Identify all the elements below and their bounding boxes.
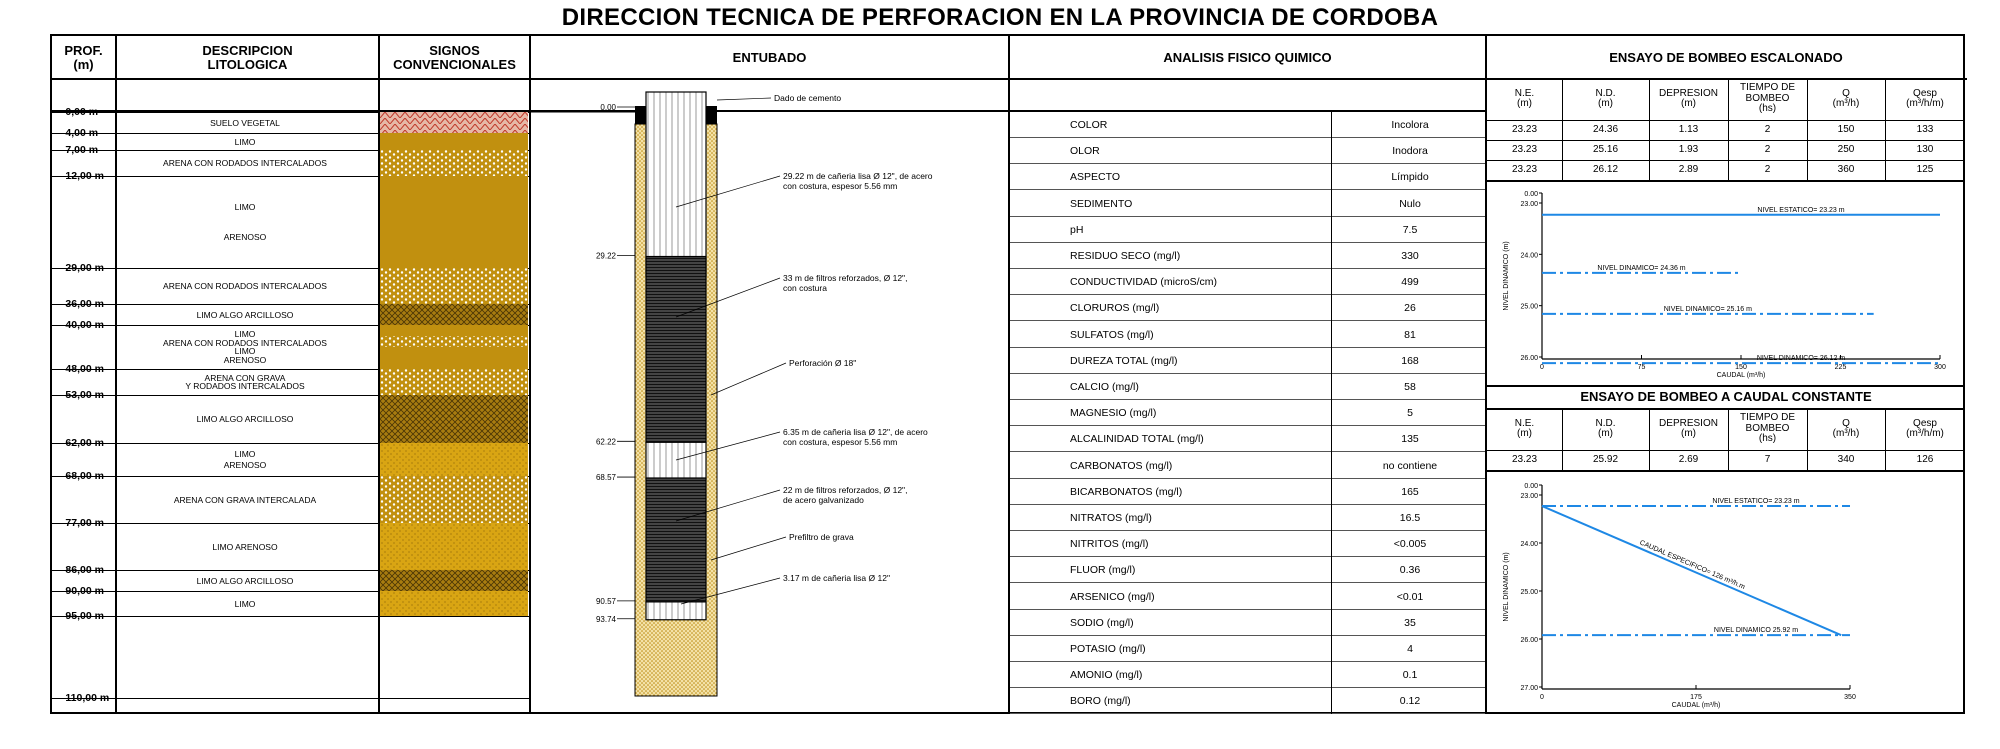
analysis-value: Inodora: [1392, 145, 1428, 158]
lithology-symbol: [380, 476, 528, 523]
pump-cell: 2: [1764, 123, 1771, 135]
lithology-symbol: [380, 570, 528, 591]
depth-label: — 48,00 m: [52, 363, 104, 375]
y-tick-label: 27.00: [1520, 685, 1538, 692]
lithology-symbol: [380, 150, 528, 176]
lithology-fill: [380, 358, 528, 369]
depth-label: — 12,00 m: [52, 170, 104, 182]
depth-label: — 29,00 m: [52, 262, 104, 274]
casing-diagram: [531, 80, 1008, 714]
lithology-description: LIMO: [234, 598, 256, 609]
y-tick-label: 23.00: [1520, 493, 1538, 500]
pump-col-header-name: N.D.: [1595, 417, 1616, 429]
pump-col-header-name: Q: [1842, 87, 1850, 99]
depth-label: — 7,00 m: [52, 144, 99, 156]
pump-cell: 2.89: [1678, 163, 1699, 175]
pump-col-header-unit: (m³/h/m): [1906, 98, 1944, 109]
pump-col-header-unit: (m): [1516, 98, 1532, 109]
pump-col-header-text: [1659, 419, 1718, 440]
lithology-description: ARENA CON GRAVA: [204, 372, 286, 383]
pump-cell: 25.16: [1592, 143, 1619, 155]
pump-col-header-text: [1728, 413, 1807, 445]
casing-depth-marker: 62.22: [595, 437, 616, 447]
pump-col-header: [1562, 80, 1649, 118]
pump-cell: 133: [1916, 123, 1934, 135]
analysis-param: CLORUROS (mg/l): [1070, 302, 1160, 315]
pump-cell: 25.92: [1592, 453, 1619, 465]
pump-col-header-name: TIEMPO DE BOMBEO: [1739, 412, 1795, 434]
pump-col-header-unit: (m): [1598, 428, 1613, 439]
y-tick-label: 25.00: [1520, 303, 1538, 311]
lithology-fill: [380, 395, 528, 443]
analysis-param: ASPECTO: [1070, 171, 1120, 184]
lithology-fill: [380, 347, 528, 358]
callout-label: con costura, espesor 5.56 mm: [783, 437, 898, 447]
pump-col-header: [1487, 410, 1562, 448]
casing-segment: [646, 92, 706, 277]
analysis-row: [1010, 191, 1485, 217]
x-tick-label: 350: [1844, 694, 1856, 701]
analysis-param: SODIO (mg/l): [1070, 616, 1134, 629]
casing-depth-marker: 93.74: [595, 614, 616, 624]
header-entubado: ENTUBADO: [732, 50, 807, 66]
analysis-row: [1010, 557, 1485, 583]
callout-label: de acero galvanizado: [783, 495, 864, 505]
header-analisis: ANALISIS FISICO QUIMICO: [1163, 50, 1332, 66]
analysis-row: [1010, 217, 1485, 243]
page-title: DIRECCION TECNICA DE PERFORACION EN LA PROVINCIA DE CORDOBA: [561, 4, 1439, 31]
analysis-value: no contiene: [1382, 459, 1438, 472]
lithology-description: ARENA CON GRAVA INTERCALADA: [173, 494, 317, 505]
pump-col-header: [1649, 80, 1728, 118]
lithology-symbol: [380, 112, 528, 133]
pump-cell: 24.36: [1592, 123, 1619, 135]
pump-col-header: [1807, 410, 1885, 448]
depth-label: — 77,00 m: [52, 517, 104, 529]
analysis-row: [1010, 610, 1485, 636]
lithology-fill: [380, 304, 528, 325]
casing-depth-marker: 0,00: [600, 103, 616, 112]
analysis-row: [1010, 400, 1485, 426]
y-tick-label: 25.00: [1520, 589, 1538, 596]
y-tick-label: 24.00: [1520, 541, 1538, 548]
x-tick-label: 75: [1637, 364, 1646, 371]
analysis-param: ARSENICO (mg/l): [1070, 590, 1155, 603]
analysis-row: [1010, 374, 1485, 400]
analysis-value: 135: [1401, 433, 1419, 446]
lithology-fill: [380, 476, 528, 523]
depth-label: — 62,00 m: [52, 437, 104, 449]
analysis-row: [1010, 662, 1485, 688]
callout-label: 33 m de filtros reforzados, Ø 12",: [783, 273, 908, 283]
lithology-fill: [380, 443, 528, 476]
pump-col-header-unit: (m): [1681, 428, 1696, 439]
analysis-param: NITRITOS (mg/l): [1070, 538, 1149, 551]
depth-label: — 90,00 m: [52, 585, 104, 597]
pump-cell: 2: [1764, 143, 1771, 155]
analysis-value: 35: [1404, 616, 1416, 629]
analysis-value: 4: [1407, 643, 1413, 655]
y-tick-label: 23.00: [1520, 201, 1538, 208]
pump-col-header: [1885, 80, 1965, 118]
analysis-value: 0.36: [1399, 564, 1421, 577]
pump-cell: 23.23: [1511, 453, 1538, 465]
pump-col-header-name: Qesp: [1913, 87, 1937, 99]
analysis-value: 168: [1401, 354, 1419, 367]
depth-label: — 40,00 m: [52, 319, 104, 331]
analysis-row: [1010, 584, 1485, 610]
pump-cell: 23.23: [1511, 143, 1538, 155]
analysis-value: Nulo: [1399, 197, 1421, 210]
analysis-param: CALCIO (mg/l): [1070, 381, 1139, 393]
analysis-row: [1010, 164, 1485, 190]
header-constante: ENSAYO DE BOMBEO A CAUDAL CONSTANTE: [1580, 389, 1872, 404]
pump-col-header-unit: (m³/h): [1832, 428, 1860, 439]
pump-cell: 2: [1764, 163, 1771, 175]
pump-col-header: [1885, 410, 1965, 448]
analysis-row: [1010, 531, 1485, 557]
depth-label: — 0,00 m: [52, 106, 99, 118]
analysis-value: 0.1: [1402, 669, 1418, 682]
callout-label: 3.17 m de cañeria lisa Ø 12": [783, 573, 890, 583]
section-divider: [1487, 385, 1965, 387]
analysis-row: [1010, 295, 1485, 321]
analysis-row: [1010, 479, 1485, 505]
analysis-row: [1010, 688, 1485, 714]
lithology-description: LIMO ALGO ARCILLOSO: [196, 575, 294, 586]
analysis-param: POTASIO (mg/l): [1070, 643, 1146, 655]
analysis-value: 58: [1404, 381, 1416, 393]
callout-leader: [711, 363, 786, 395]
callout-label: Prefiltro de grava: [789, 532, 854, 542]
y-tick-label: 0.00: [1524, 483, 1538, 490]
series-label: NIVEL DINAMICO= 26.12 m: [1756, 355, 1846, 363]
analysis-value: <0.01: [1396, 590, 1424, 603]
analysis-param: ALCALINIDAD TOTAL (mg/l): [1070, 433, 1204, 446]
series-label: NIVEL DINAMICO 25.92 m: [1713, 627, 1799, 635]
analysis-value: Límpido: [1391, 171, 1429, 184]
pump-col-header-text: [1906, 419, 1944, 440]
analysis-row: [1010, 505, 1485, 531]
y-tick-label: 24.00: [1520, 252, 1538, 260]
analysis-col-divider: [1331, 112, 1332, 714]
pump-col-header-text: [1728, 83, 1807, 115]
y-tick-label: 26.00: [1520, 637, 1538, 644]
pump-cell: 126: [1916, 453, 1934, 465]
casing-segment: [646, 478, 706, 602]
pump-cell: 23.23: [1511, 163, 1538, 175]
pump-cell: 360: [1837, 163, 1855, 175]
pump-col-header: [1649, 410, 1728, 448]
lithology-symbol: [380, 591, 528, 616]
callout-label: con costura: [783, 283, 827, 293]
y-axis-label: NIVEL DINAMICO (m): [1503, 241, 1510, 311]
series-label: NIVEL DINAMICO= 25.16 m: [1663, 305, 1752, 313]
pump-col-header: [1728, 80, 1807, 118]
analysis-value: 5: [1407, 407, 1413, 420]
lithology-fill: [380, 176, 528, 268]
depth-label: — 95,00 m: [52, 610, 104, 622]
analysis-param: SULFATOS (mg/l): [1070, 328, 1154, 341]
callout-label: 29.22 m de cañeria lisa Ø 12", de acero: [783, 171, 933, 181]
analysis-value: 16.5: [1399, 512, 1421, 524]
pump-cell: 23.23: [1511, 123, 1538, 135]
lithology-description: SUELO VEGETAL: [210, 117, 280, 128]
depth-label: — 36,00 m: [52, 298, 104, 310]
pump-col-header-name: Q: [1842, 417, 1850, 429]
header-descripcion: DESCRIPCION LITOLOGICA: [202, 43, 293, 72]
pump-col-header-unit: (m³/h): [1832, 98, 1860, 109]
depth-line: [50, 698, 529, 699]
pump-cell: 2.69: [1678, 453, 1699, 465]
pump-col-header-text: [1833, 89, 1860, 110]
depth-label: — 53,00 m: [52, 389, 104, 401]
lithology-fill: [380, 112, 528, 133]
pump-cell: 1.93: [1678, 143, 1699, 155]
analysis-param: FLUOR (mg/l): [1070, 564, 1136, 577]
callout-label: Dado de cemento: [774, 93, 842, 103]
analysis-value: 330: [1401, 250, 1419, 262]
analysis-param: CARBONATOS (mg/l): [1070, 459, 1173, 472]
lithology-description: LIMO ARENOSO: [212, 541, 278, 552]
pump-chart: [1494, 183, 1960, 381]
lithology-description: ARENOSO: [223, 460, 267, 470]
pump-col-header-text: [1833, 419, 1860, 440]
lithology-description: Y RODADOS INTERCALADOS: [185, 381, 305, 392]
casing-segment: [646, 257, 706, 443]
depth-label: — 86,00 m: [52, 564, 104, 576]
pump-cell: 26.12: [1592, 163, 1619, 175]
pump-col-header-text: [1659, 89, 1718, 110]
analysis-value: <0.005: [1393, 538, 1427, 551]
analysis-param: AMONIO (mg/l): [1070, 669, 1143, 682]
pump-col-header-name: N.E.: [1514, 417, 1535, 429]
lithology-description: LIMO: [234, 136, 256, 147]
pump-col-header-unit: (m): [1516, 428, 1532, 439]
pump-col-header-text: [1906, 89, 1944, 110]
casing-segment: [646, 602, 706, 620]
lithology-fill: [380, 369, 528, 395]
analysis-param: BORO (mg/l): [1070, 695, 1131, 708]
lithology-description: LIMO: [234, 449, 256, 459]
pump-col-header-name: N.E.: [1514, 87, 1535, 99]
lithology-symbol: [380, 325, 528, 369]
analysis-row: [1010, 138, 1485, 164]
analysis-row: [1010, 269, 1485, 295]
pump-cell: 7: [1764, 453, 1771, 465]
pump-col-header-unit: (m): [1598, 98, 1613, 109]
callout-label: 22 m de filtros reforzados, Ø 12",: [783, 485, 908, 495]
series-line: [1542, 506, 1841, 635]
analysis-value: 499: [1401, 276, 1419, 289]
lithology-fill: [380, 325, 528, 336]
x-tick-label: 0: [1540, 364, 1544, 371]
analysis-param: OLOR: [1070, 145, 1100, 158]
analysis-param: RESIDUO SECO (mg/l): [1070, 250, 1181, 262]
analysis-row: [1010, 636, 1485, 662]
depth-label: — 68,00 m: [52, 470, 104, 482]
pump-cell: 130: [1916, 143, 1934, 155]
casing-segment: [646, 442, 706, 478]
analysis-param: COLOR: [1070, 119, 1108, 131]
x-tick-label: 175: [1690, 694, 1702, 701]
series-label: CAUDAL ESPECIFICO= 126 m³/h.m: [1638, 539, 1746, 592]
lithology-description: LIMO: [234, 328, 256, 339]
analysis-value: 0.12: [1399, 695, 1421, 708]
lithology-fill: [380, 591, 528, 616]
y-axis-label: NIVEL DINAMICO (m): [1503, 552, 1510, 622]
pump-col-header-unit: (hs): [1758, 433, 1777, 445]
analysis-param: DUREZA TOTAL (mg/l): [1070, 354, 1178, 367]
pump-col-header-unit: (m): [1681, 98, 1696, 109]
lithology-description: LIMO ALGO ARCILLOSO: [196, 414, 294, 424]
pump-cell: 150: [1837, 123, 1855, 135]
pump-col-header: [1728, 410, 1807, 448]
x-tick-label: 225: [1834, 364, 1847, 371]
lithology-symbol: [380, 369, 528, 395]
lithology-symbol: [380, 304, 528, 325]
analysis-param: NITRATOS (mg/l): [1070, 512, 1152, 524]
x-tick-label: 300: [1934, 364, 1946, 371]
lithology-description: LIMO: [234, 201, 256, 212]
pump-table-bottom: [1487, 470, 1965, 472]
lithology-description: LIMO ALGO ARCILLOSO: [196, 309, 294, 320]
header-prof: PROF. (m): [64, 43, 103, 72]
x-tick-label: 0: [1540, 694, 1544, 701]
pump-cell: 340: [1837, 453, 1855, 465]
depth-label: — 110,00 m: [52, 692, 110, 704]
callout-leader: [711, 537, 786, 560]
analysis-value: 26: [1404, 302, 1416, 315]
lithology-description: ARENOSO: [223, 355, 267, 366]
analysis-row: [1010, 322, 1485, 348]
lithology-description: ARENA CON RODADOS INTERCALADOS: [163, 158, 327, 168]
analysis-value: 7.5: [1402, 223, 1418, 236]
analysis-row: [1010, 243, 1485, 269]
header-escalonado: ENSAYO DE BOMBEO ESCALONADO: [1609, 50, 1843, 66]
pump-col-header-text: [1596, 89, 1616, 110]
callout-label: 6.35 m de cañeria lisa Ø 12", de acero: [783, 427, 928, 437]
pump-col-header: [1562, 410, 1649, 448]
x-axis-label: CAUDAL (m³/h): [1671, 702, 1721, 709]
lithology-fill: [380, 150, 528, 176]
lithology-symbol: [380, 268, 528, 304]
analysis-param: pH: [1070, 223, 1084, 236]
pump-col-header: [1487, 80, 1562, 118]
pump-col-header-unit: (m³/h/m): [1906, 428, 1944, 439]
lithology-description: ARENOSO: [223, 232, 267, 243]
pump-chart: [1494, 475, 1870, 711]
casing-depth-marker: 29.22: [595, 251, 616, 261]
y-tick-label: 26.00: [1520, 355, 1538, 362]
analysis-value: 165: [1401, 485, 1419, 498]
pump-col-header-name: N.D.: [1595, 87, 1616, 99]
pump-col-header-text: [1596, 419, 1616, 440]
pump-col-header-unit: (hs): [1758, 103, 1777, 115]
analysis-param: MAGNESIO (mg/l): [1070, 407, 1157, 420]
pump-col-header-text: [1515, 419, 1534, 440]
pump-col-header-name: DEPRESION: [1659, 87, 1718, 99]
lithology-fill: [380, 523, 528, 570]
analysis-row: [1010, 453, 1485, 479]
pump-cell: 125: [1916, 163, 1934, 175]
callout-label: Perforación Ø 18": [789, 358, 857, 368]
x-tick-label: 150: [1735, 364, 1747, 371]
lithology-symbol: [380, 523, 528, 570]
lithology-fill: [380, 336, 528, 347]
depth-line: [50, 616, 529, 617]
pump-col-header: [1807, 80, 1885, 118]
pump-col-header-name: DEPRESION: [1659, 417, 1718, 429]
analysis-param: SEDIMENTO: [1070, 197, 1133, 210]
casing-depth-marker: 90.57: [595, 596, 616, 606]
lithology-symbol: [380, 176, 528, 268]
depth-label: — 4,00 m: [52, 127, 99, 139]
pump-cell: 250: [1837, 143, 1855, 155]
series-label: NIVEL DINAMICO= 24.36 m: [1597, 264, 1686, 272]
lithology-fill: [380, 133, 528, 150]
pump-table-bottom: [1487, 180, 1965, 182]
lithology-description: ARENA CON RODADOS INTERCALADOS: [163, 281, 327, 291]
lithology-fill: [380, 570, 528, 591]
casing-depth-marker: 68.57: [595, 473, 616, 483]
analysis-value: Incolora: [1391, 119, 1429, 131]
pump-col-header-name: Qesp: [1913, 417, 1937, 429]
series-label: NIVEL ESTATICO= 23.23 m: [1712, 498, 1800, 506]
pump-col-header-name: TIEMPO DE BOMBEO: [1739, 82, 1795, 104]
lithology-description: ARENA CON RODADOS INTERCALADOS: [163, 337, 327, 348]
lithology-fill: [380, 268, 528, 304]
lithology-description: LIMO: [234, 346, 256, 357]
analysis-row: [1010, 348, 1485, 374]
callout-leader: [717, 98, 771, 100]
analysis-row: [1010, 112, 1485, 138]
pump-col-header-text: [1515, 89, 1534, 110]
analysis-row: [1010, 426, 1485, 452]
lithology-symbol: [380, 395, 528, 443]
lithology-symbol: [380, 133, 528, 150]
pump-cell: 1.13: [1678, 123, 1699, 135]
analysis-value: 81: [1404, 328, 1416, 341]
x-axis-label: CAUDAL (m³/h): [1716, 372, 1766, 379]
lithology-symbol: [380, 443, 528, 476]
analysis-param: CONDUCTIVIDAD (microS/cm): [1070, 276, 1217, 289]
analysis-param: BICARBONATOS (mg/l): [1070, 485, 1183, 498]
header-signos: SIGNOS CONVENCIONALES: [393, 43, 516, 72]
series-label: NIVEL ESTATICO= 23.23 m: [1757, 206, 1845, 214]
y-tick-label: 0.00: [1524, 191, 1538, 198]
callout-label: con costura, espesor 5.56 mm: [783, 181, 898, 191]
